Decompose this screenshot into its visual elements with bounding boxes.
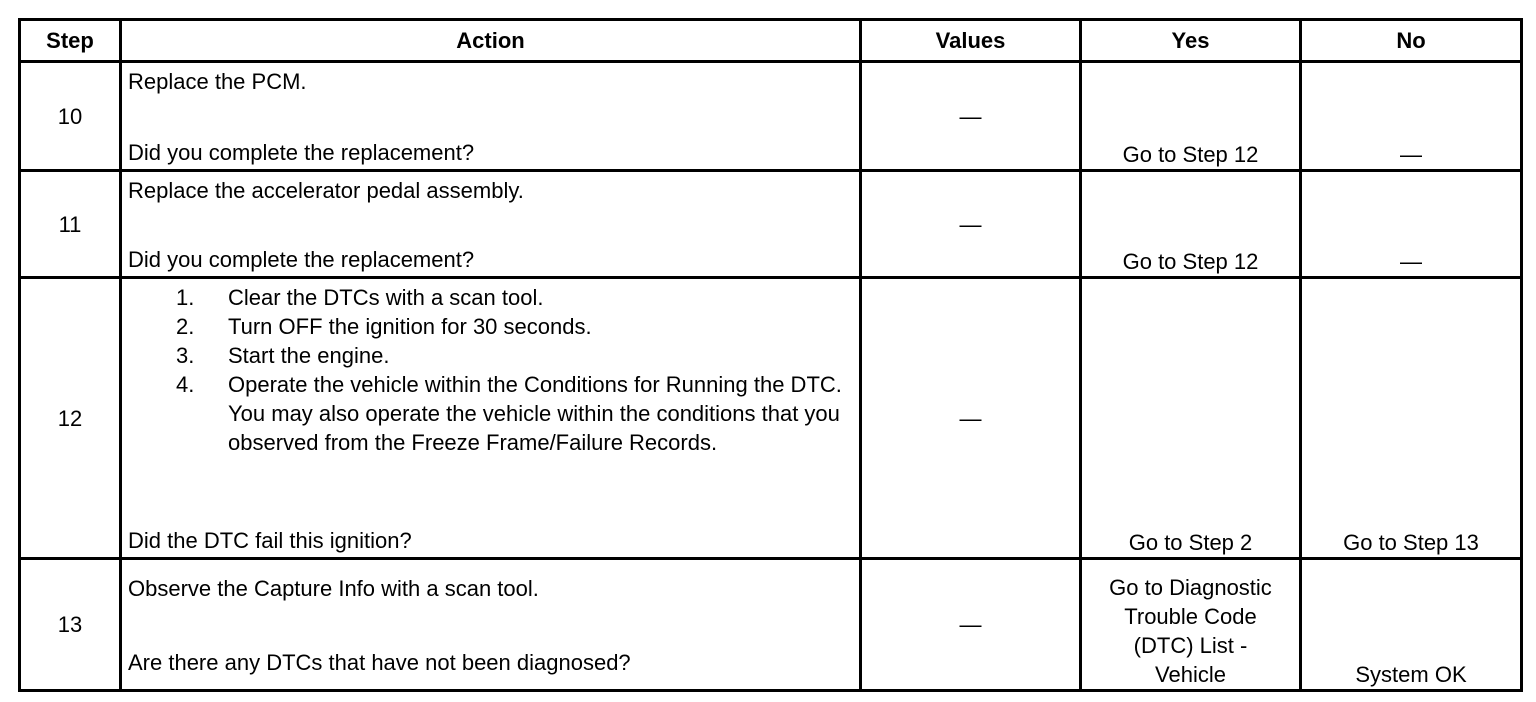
substep-number: 3. (176, 343, 195, 368)
action-cell (121, 171, 861, 278)
yes-cell: Go to Diagnostic Trouble Code (DTC) List - Vehicle (1081, 559, 1301, 691)
action-cell (121, 278, 861, 559)
values-cell: — (861, 171, 1081, 278)
substep-text: Start the engine. (228, 343, 390, 368)
step-number: 10 (20, 62, 121, 171)
substep-text: Turn OFF the ignition for 30 seconds. (228, 314, 592, 339)
no-cell: — (1301, 171, 1522, 278)
list-item (128, 370, 851, 457)
action-question: Did you complete the replacement? (128, 247, 475, 272)
action-cell (121, 62, 861, 171)
table-row (20, 171, 1522, 278)
substep-number: 2. (176, 314, 195, 339)
header-no: No (1301, 20, 1522, 62)
yes-cell: Go to Step 12 (1081, 171, 1301, 278)
action-cell (121, 559, 861, 691)
action-instruction: Replace the accelerator pedal assembly. (128, 178, 524, 203)
step-number: 13 (20, 559, 121, 691)
step-number: 11 (20, 171, 121, 278)
header-step: Step (20, 20, 121, 62)
table-row (20, 62, 1522, 171)
no-cell: — (1301, 62, 1522, 171)
action-question: Did the DTC fail this ignition? (128, 528, 412, 553)
diagnostic-table (18, 18, 1523, 692)
substep-number: 4. (176, 372, 195, 397)
action-question: Did you complete the replacement? (128, 140, 475, 165)
list-item (128, 341, 851, 370)
action-instruction: Observe the Capture Info with a scan tool. (128, 576, 539, 601)
no-cell: Go to Step 13 (1301, 278, 1522, 559)
header-yes: Yes (1081, 20, 1301, 62)
yes-cell: Go to Step 2 (1081, 278, 1301, 559)
header-action: Action (121, 20, 861, 62)
action-question: Are there any DTCs that have not been diagnosed? (128, 650, 631, 675)
list-item (128, 312, 851, 341)
header-row (20, 20, 1522, 62)
yes-cell: Go to Step 12 (1081, 62, 1301, 171)
substep-text: Operate the vehicle within the Conditions for Running the DTC. You may also operate the vehicle within the conditions that you observed from the Freeze Frame/Failure Records. (228, 372, 842, 455)
values-cell: — (861, 278, 1081, 559)
values-cell: — (861, 62, 1081, 171)
header-values: Values (861, 20, 1081, 62)
values-cell: — (861, 559, 1081, 691)
table-row (20, 278, 1522, 559)
table-row (20, 559, 1522, 691)
substep-number: 1. (176, 285, 195, 310)
no-cell: System OK (1301, 559, 1522, 691)
list-item (128, 283, 851, 312)
substep-list (128, 283, 851, 457)
substep-text: Clear the DTCs with a scan tool. (228, 285, 544, 310)
action-instruction: Replace the PCM. (128, 69, 307, 94)
step-number: 12 (20, 278, 121, 559)
